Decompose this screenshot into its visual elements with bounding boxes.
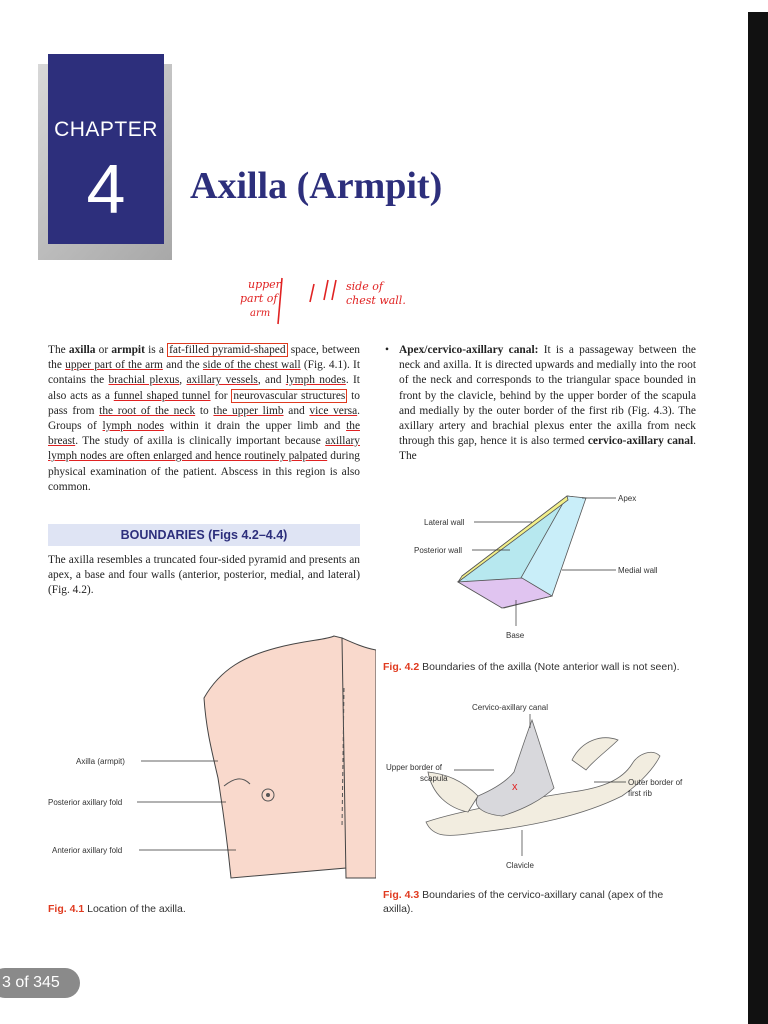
page-indicator[interactable]: 3 of 345: [0, 968, 80, 998]
label-clavicle: Clavicle: [506, 861, 535, 870]
figure-4-2-caption: Fig. 4.2 Boundaries of the axilla (Note anterior wall is not seen).: [383, 661, 680, 673]
note-part-of: part of: [240, 292, 278, 305]
handwritten-annotation: [228, 274, 458, 334]
note-chest-wall: chest wall.: [346, 294, 406, 307]
label-base: Base: [506, 631, 525, 640]
note-side-of: side of: [346, 280, 383, 293]
apex-bullet-paragraph: • Apex/cervico-axillary canal: It is a passageway between the neck and axilla. It is directed upwards and medially into the root of the neck and corresponds to the triangular space bounded in front by the clavicle, behind by the upper border of the scapula and medially by the outer border of the first rib (Fig. 4.3). The axillary artery and brachial plexus enter the axilla from neck through this gap, hence it is also termed cervico-axillary canal. The: [385, 344, 696, 463]
label-upper-border-2: scapula: [420, 774, 448, 783]
label-medial-wall: Medial wall: [618, 566, 658, 575]
label-upper-border-1: Upper border of: [386, 763, 443, 772]
note-arm: arm: [250, 308, 271, 319]
label-cervico-axillary-canal: Cervico-axillary canal: [472, 703, 549, 712]
note-upper: upper: [248, 278, 281, 291]
boundaries-paragraph: The axilla resembles a truncated four-sided pyramid and presents an apex, a base and four walls (anterior, posterior, medial, and lateral) (Fig. 4.2).: [48, 554, 360, 597]
label-posterior-wall: Posterior wall: [414, 546, 463, 555]
label-outer-border-2: first rib: [628, 789, 652, 798]
figure-4-3-caption: Fig. 4.3 Boundaries of the cervico-axillary canal (apex of the axilla).: [383, 889, 664, 915]
label-apex: Apex: [618, 494, 637, 503]
figure-4-3-diagram: [382, 700, 698, 878]
bullet-dot: •: [385, 344, 389, 356]
intro-paragraph: The axilla or armpit is a fat-filled pyramid-shaped space, between the upper part of the arm and the side of the chest wall (Fig. 4.1). It contains the brachial plexus, axillary vessels, and lymph nodes. It also acts as a funnel shaped tunnel for neurovascular structures to pass from the root of the neck to the upper limb and vice versa. Groups of lymph nodes within it drain the upper limb and the breast. The study of axilla is clinically important because axillary lymph nodes are often enlarged and hence routinely palpated during physical examination of the patient. Abscess in this region is also common.: [48, 344, 361, 493]
highlight-neurovascular: neurovascular structures: [233, 389, 346, 402]
chapter-box: [48, 54, 164, 244]
highlight-fat-filled: fat-filled pyramid-shaped: [169, 344, 286, 356]
figure-4-2-diagram: [382, 488, 692, 644]
label-anterior-axillary-fold: Anterior axillary fold: [52, 846, 123, 855]
page-title: Axilla (Armpit): [190, 165, 443, 207]
figure-4-1-diagram: [46, 628, 376, 896]
label-posterior-axillary-fold: Posterior axillary fold: [48, 798, 123, 807]
chapter-number: 4: [86, 150, 126, 228]
chapter-label: CHAPTER: [54, 118, 158, 141]
label-outer-border-1: Outer border of: [628, 778, 683, 787]
figure-4-1-caption: Fig. 4.1 Location of the axilla.: [48, 903, 186, 915]
label-lateral-wall: Lateral wall: [424, 518, 465, 527]
section-heading-boundaries: BOUNDARIES (Figs 4.2–4.4): [48, 524, 360, 546]
svg-text:x: x: [512, 781, 518, 793]
viewer-edge: [748, 12, 768, 1024]
label-axilla-armpit: Axilla (armpit): [76, 757, 125, 766]
